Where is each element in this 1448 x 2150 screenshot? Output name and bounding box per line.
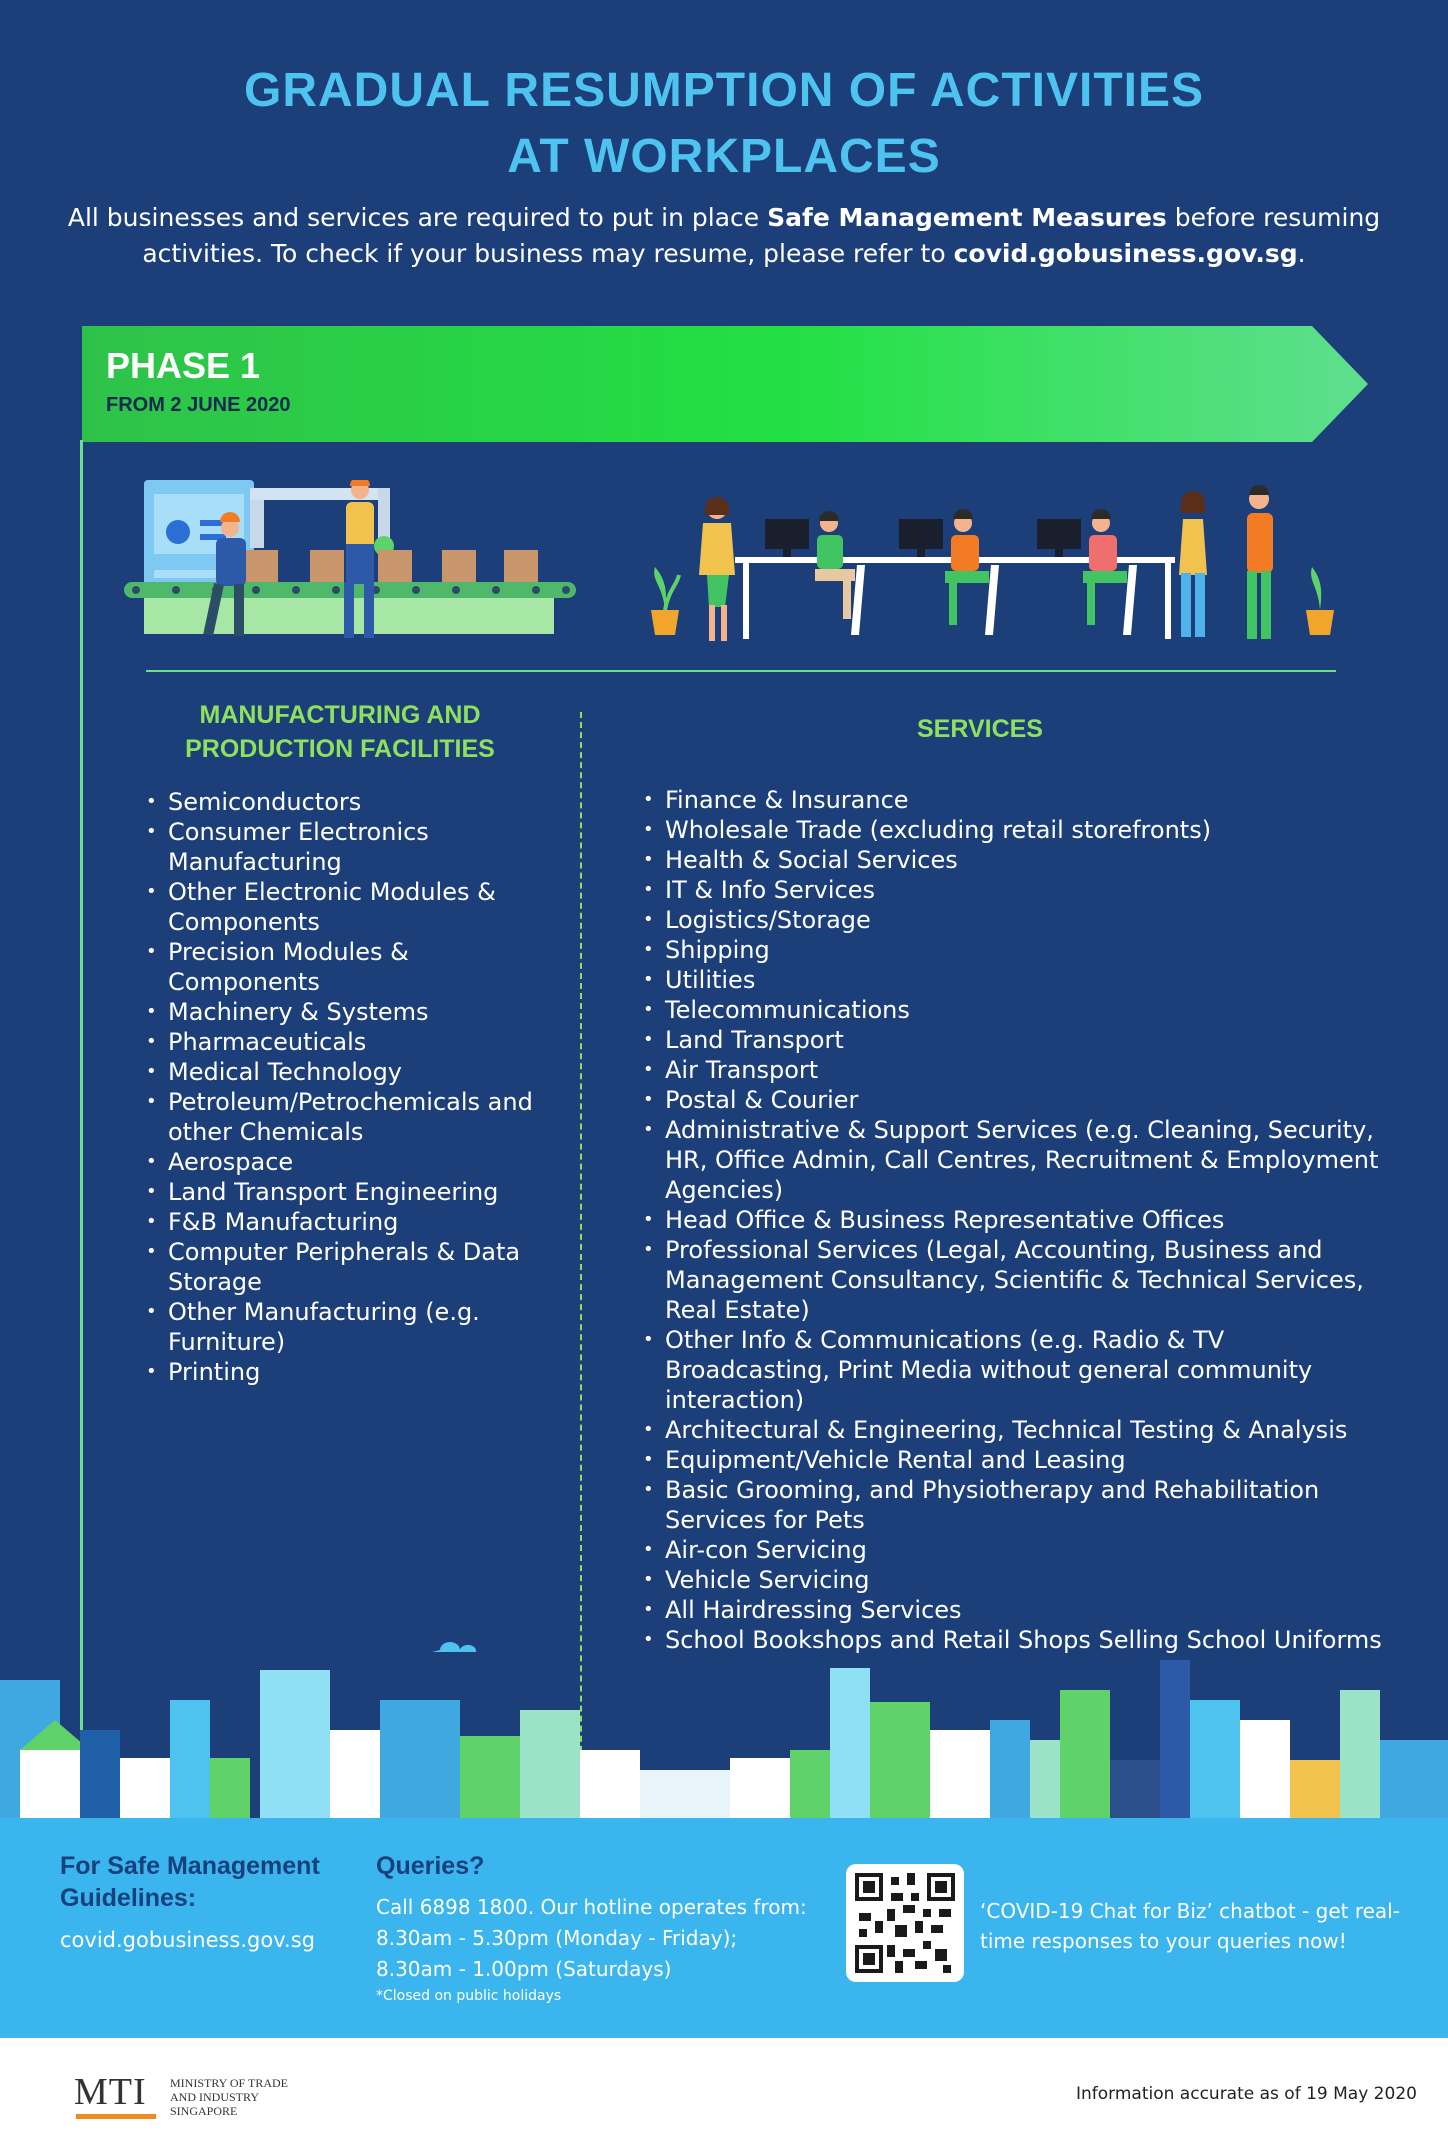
list-item: • Semiconductors (146, 787, 546, 817)
list-item: • Finance & Insurance (643, 785, 1383, 815)
intro-link[interactable]: covid.gobusiness.gov.sg (953, 239, 1298, 268)
mti-logo: MTI (74, 2071, 147, 2113)
list-item: • Architectural & Engineering, Technical Testing & Analysis (643, 1415, 1383, 1445)
phase-banner (82, 326, 1368, 442)
factory-illustration (120, 480, 580, 645)
list-item: • Consumer Electronics Manufacturing (146, 817, 546, 877)
list-item: • Wholesale Trade (excluding retail storefronts) (643, 815, 1383, 845)
accuracy-note: Information accurate as of 19 May 2020 (1076, 2084, 1417, 2104)
list-item: • Other Manufacturing (e.g. Furniture) (146, 1297, 546, 1357)
list-item: • Postal & Courier (643, 1085, 1383, 1115)
queries-text (376, 1892, 816, 1985)
list-item: • F&B Manufacturing (146, 1207, 546, 1237)
list-item: • All Hairdressing Services (643, 1595, 1383, 1625)
list-item: • Computer Peripherals & Data Storage (146, 1237, 546, 1297)
guidelines-heading: For Safe Management Guidelines: (60, 1852, 320, 1912)
office-illustration (645, 485, 1335, 645)
list-item: • Equipment/Vehicle Rental and Leasing (643, 1445, 1383, 1475)
section-divider (146, 670, 1336, 672)
services-heading: SERVICES (917, 715, 1043, 743)
list-item: • Shipping (643, 935, 1383, 965)
phase-date: FROM 2 JUNE 2020 (106, 394, 291, 416)
list-item: • School Bookshops and Retail Shops Selling School Uniforms (643, 1625, 1383, 1655)
list-item: • Professional Services (Legal, Accounting, Business and Management Consultancy, Scientific & Technical Services, Real Estate) (643, 1235, 1383, 1325)
timeline-line (80, 440, 83, 1820)
guidelines-link[interactable]: covid.gobusiness.gov.sg (60, 1928, 315, 1952)
footer (0, 1818, 1448, 2038)
list-item: • Aerospace (146, 1147, 546, 1177)
mti-logo-bar (76, 2114, 156, 2119)
list-item: • Land Transport Engineering (146, 1177, 546, 1207)
phase-title: PHASE 1 (106, 345, 261, 386)
list-item: • Machinery & Systems (146, 997, 546, 1027)
query-line-1: Call 6898 1800. Our hotline operates from: (376, 1895, 807, 1919)
list-item: • Head Office & Business Representative Offices (643, 1205, 1383, 1235)
ministry-line-3: SINGAPORE (170, 2104, 238, 2118)
list-item: • Printing (146, 1357, 546, 1387)
queries-heading: Queries? (376, 1852, 485, 1880)
chatbot-text: ‘COVID-19 Chat for Biz’ chatbot - get real-time responses to your queries now! (980, 1899, 1400, 1953)
services-list (643, 785, 1383, 1655)
list-item: • Utilities (643, 965, 1383, 995)
list-item: • Air Transport (643, 1055, 1383, 1085)
ministry-line-2: AND INDUSTRY (170, 2090, 260, 2104)
list-item: • Petroleum/Petrochemicals and other Chemicals (146, 1087, 546, 1147)
title-line-2: AT WORKPLACES (507, 130, 941, 183)
list-item: • Other Electronic Modules & Components (146, 877, 546, 937)
manufacturing-list (146, 787, 546, 1387)
page-title (0, 58, 1448, 190)
intro-bold-1: Safe Management Measures (767, 203, 1167, 232)
list-item: • Logistics/Storage (643, 905, 1383, 935)
list-item: • Telecommunications (643, 995, 1383, 1025)
phase-arrow-icon (82, 326, 1368, 442)
manufacturing-heading: MANUFACTURING AND PRODUCTION FACILITIES (185, 701, 495, 763)
ministry-name (170, 2076, 288, 2118)
query-note: *Closed on public holidays (376, 1988, 562, 2004)
list-item: • Pharmaceuticals (146, 1027, 546, 1057)
qr-code-icon (855, 1873, 955, 1973)
intro-part-1: All businesses and services are required to put in place (67, 203, 768, 232)
intro-part-3: . (1297, 239, 1306, 268)
list-item: • Basic Grooming, and Physiotherapy and Rehabilitation Services for Pets (643, 1475, 1383, 1535)
list-item: • IT & Info Services (643, 875, 1383, 905)
list-item: • Precision Modules & Components (146, 937, 546, 997)
city-skyline-illustration (0, 1640, 1448, 1820)
list-item: • Land Transport (643, 1025, 1383, 1055)
list-item: • Vehicle Servicing (643, 1565, 1383, 1595)
title-line-1: GRADUAL RESUMPTION OF ACTIVITIES (243, 64, 1205, 117)
intro-text (60, 200, 1388, 272)
query-line-2: 8.30am - 5.30pm (Monday - Friday); (376, 1926, 738, 1950)
list-item: • Air-con Servicing (643, 1535, 1383, 1565)
list-item: • Health & Social Services (643, 845, 1383, 875)
list-item: • Other Info & Communications (e.g. Radio & TV Broadcasting, Print Media without general community interaction) (643, 1325, 1383, 1415)
list-item: • Medical Technology (146, 1057, 546, 1087)
qr-code[interactable] (846, 1864, 964, 1982)
ministry-line-1: MINISTRY OF TRADE (170, 2076, 289, 2090)
query-line-3: 8.30am - 1.00pm (Saturdays) (376, 1957, 672, 1981)
intro-part-2: before resuming activities. To check if your business may resume, please refer to (142, 203, 1381, 268)
list-item: • Administrative & Support Services (e.g. Cleaning, Security, HR, Office Admin, Call Centres, Recruitment & Employment Agencies) (643, 1115, 1383, 1205)
bottom-bar (0, 2038, 1448, 2150)
